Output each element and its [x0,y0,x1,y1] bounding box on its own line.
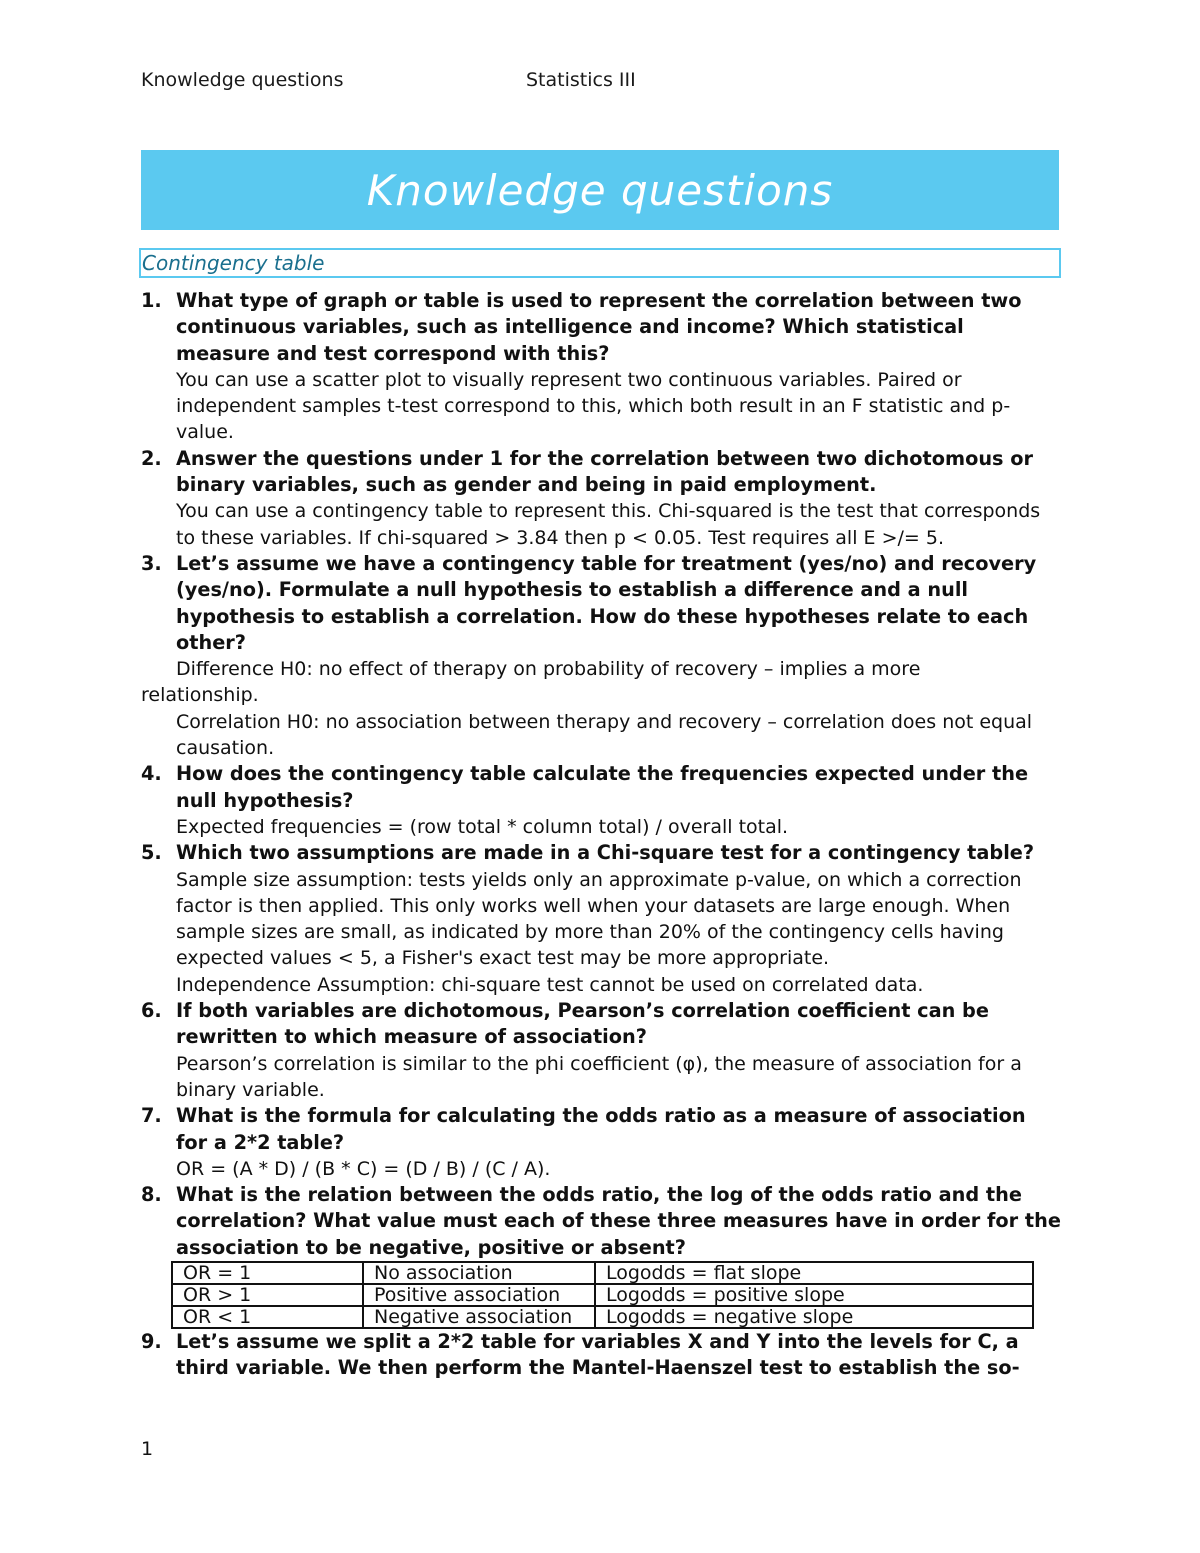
question-number: 2. [141,446,162,470]
section-heading-box [139,248,1061,278]
question-text: Answer the questions under 1 for the correlation between two dichotomous or binary variables, such as gender and being in paid employment. [176,446,1033,497]
question-text: If both variables are dichotomous, Pearson’s correlation coefficient can be rewritten to which measure of association? [176,999,989,1049]
question-text: What type of graph or table is used to represent the correlation between two continuous variables, such as intelligence and income? Which statistical measure and test correspond with this? [176,289,1022,365]
question-number: 4. [141,762,162,786]
table-cell: Logodds = negative slope [595,1306,1033,1328]
table-cell: Logodds = positive slope [595,1284,1033,1306]
question-number: 6. [141,999,162,1023]
table-cell: No association [363,1262,595,1284]
table-row [172,1306,1033,1328]
section-heading: Contingency table [142,251,325,275]
question-item [141,761,1061,840]
question-text: What is the formula for calculating the odds ratio as a measure of association for a 2*2 table? [176,1104,1026,1154]
page-title: Knowledge questions [366,165,834,215]
table-cell: OR > 1 [172,1284,363,1306]
header-right: Statistics III [526,69,636,91]
question-number: 5. [141,841,162,865]
question-item [141,1182,1061,1329]
question-item [141,1103,1061,1182]
answer-text: Correlation H0: no association between therapy and recovery – correlation does not equal causation. [176,710,1033,760]
question-item [141,551,1061,761]
table-row [172,1284,1033,1306]
question-item [141,1329,1061,1382]
table-cell: OR < 1 [172,1306,363,1328]
table-row [172,1262,1033,1284]
question-text: Which two assumptions are made in a Chi-square test for a contingency table? [176,841,1035,865]
answer-text: Sample size assumption: tests yields only an approximate p-value, on which a correction factor is then applied. This only works well when your datasets are large enough. When sample sizes are small, as indicated by more than 20% of the contingency cells having expected values < 5, a Fisher's exact test may be more appropriate. [176,868,1022,970]
answer-text: You can use a scatter plot to visually represent two continuous variables. Paired or independent samples t-test correspond to this, which both result in an F statistic and p-value. [176,368,1011,444]
question-item [141,446,1061,551]
table-cell: Negative association [363,1306,595,1328]
table-cell: Positive association [363,1284,595,1306]
table-cell: Logodds = flat slope [595,1262,1033,1284]
question-list [141,288,1061,1382]
answer-text: OR = (A * D) / (B * C) = (D / B) / (C / A). [176,1157,551,1180]
question-text: Let’s assume we have a contingency table for treatment (yes/no) and recovery (yes/no). Formulate a null hypothesis to establish a difference and a null hypothesis to establish a correlation. How do these hypotheses relate to each other? [176,551,1037,654]
odds-ratio-table [171,1261,1034,1329]
question-item [141,998,1061,1103]
title-banner [141,150,1059,230]
answer-text: Independence Assumption: chi-square test cannot be used on correlated data. [176,973,924,996]
question-item [141,288,1061,446]
question-number: 3. [141,551,162,575]
question-item [141,840,1061,998]
question-number: 8. [141,1183,162,1207]
table-cell: OR = 1 [172,1262,363,1284]
answer-text: Difference H0: no effect of therapy on probability of recovery – implies a more [176,658,921,681]
page-number: 1 [141,1438,154,1460]
question-number: 7. [141,1104,162,1128]
question-number: 9. [141,1329,162,1353]
answer-text: Expected frequencies = (row total * column total) / overall total. [176,815,789,838]
header-left: Knowledge questions [141,69,344,91]
question-number: 1. [141,289,162,312]
question-text: What is the relation between the odds ratio, the log of the odds ratio and the correlation? What value must each of these three measures have in order for the association to be negative, positive or absent? [176,1183,1061,1259]
answer-text-continued: relationship. [141,684,259,707]
question-text: How does the contingency table calculate the frequencies expected under the null hypothesis? [176,762,1029,812]
question-text: Let’s assume we split a 2*2 table for variables X and Y into the levels for C, a third variable. We then perform the Mantel-Haenszel test to establish the so- [176,1329,1020,1380]
answer-text: You can use a contingency table to represent this. Chi-squared is the test that corresponds to these variables. If chi-squared > 3.84 then p < 0.05. Test requires all E >/= 5. [176,500,1041,549]
answer-text: Pearson’s correlation is similar to the phi coefficient (φ), the measure of association for a binary variable. [176,1052,1022,1101]
